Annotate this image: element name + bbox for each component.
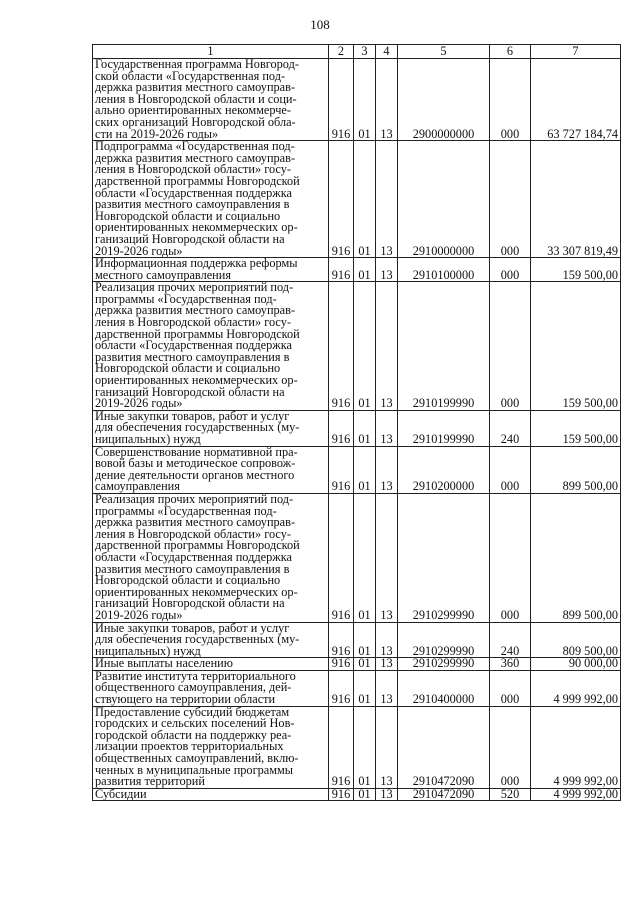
admin-code: 916 <box>329 59 354 141</box>
subsection-code: 13 <box>376 788 398 801</box>
amount: 159 500,00 <box>531 410 621 446</box>
table-row <box>93 59 621 141</box>
admin-code: 916 <box>329 446 354 493</box>
expense-type-code: 360 <box>490 658 531 671</box>
amount: 899 500,00 <box>531 446 621 493</box>
subsection-code: 13 <box>376 493 398 622</box>
target-article-code: 2910299990 <box>398 658 490 671</box>
item-name: Реализация прочих мероприятий под- программы «Государственная под- держка развития местного самоуправ- ления в Новгородской области» госу- дарственной программы Новгородской области «Государственная поддержка развития местного самоуправления в Новгородской области и социально ориентированных некоммерческих ор- ганизаций Новгородской области на 2019-2026 годы» <box>93 493 329 622</box>
page-number: 108 <box>310 17 330 32</box>
amount: 4 999 992,00 <box>531 788 621 801</box>
admin-code: 916 <box>329 670 354 706</box>
item-name: Субсидии <box>93 788 329 801</box>
item-name: Развитие института территориального общественного самоуправления, дей- ствующего на территории области <box>93 670 329 706</box>
subsection-code: 13 <box>376 410 398 446</box>
expense-type-code: 520 <box>490 788 531 801</box>
section-code: 01 <box>354 258 376 282</box>
section-code: 01 <box>354 410 376 446</box>
target-article-code: 2910472090 <box>398 788 490 801</box>
section-code: 01 <box>354 658 376 671</box>
expense-type-code: 000 <box>490 59 531 141</box>
item-name: Предоставление субсидий бюджетам городских и сельских поселений Нов- городской области на поддержку реа- лизации проектов территориальных общественных самоуправлений, вклю- ченных в муниципальные программы развития территорий <box>93 706 329 788</box>
section-code: 01 <box>354 493 376 622</box>
subsection-code: 13 <box>376 706 398 788</box>
target-article-code: 2910400000 <box>398 670 490 706</box>
expense-type-code: 000 <box>490 282 531 411</box>
subsection-code: 13 <box>376 282 398 411</box>
table-row <box>93 788 621 801</box>
expense-type-code: 240 <box>490 410 531 446</box>
section-code: 01 <box>354 788 376 801</box>
target-article-code: 2910000000 <box>398 141 490 258</box>
admin-code: 916 <box>329 706 354 788</box>
amount: 33 307 819,49 <box>531 141 621 258</box>
expense-type-code: 000 <box>490 446 531 493</box>
section-code: 01 <box>354 706 376 788</box>
amount: 899 500,00 <box>531 493 621 622</box>
subsection-code: 13 <box>376 670 398 706</box>
table-row <box>93 446 621 493</box>
table-row <box>93 258 621 282</box>
target-article-code: 2910299990 <box>398 493 490 622</box>
target-article-code: 2910199990 <box>398 282 490 411</box>
target-article-code: 2900000000 <box>398 59 490 141</box>
table-row <box>93 410 621 446</box>
table-body <box>93 59 621 801</box>
admin-code: 916 <box>329 622 354 658</box>
amount: 4 999 992,00 <box>531 706 621 788</box>
amount: 4 999 992,00 <box>531 670 621 706</box>
subsection-code: 13 <box>376 258 398 282</box>
header-cell-4: 4 <box>376 45 398 59</box>
table-row <box>93 282 621 411</box>
subsection-code: 13 <box>376 446 398 493</box>
expense-type-code: 240 <box>490 622 531 658</box>
item-name: Иные закупки товаров, работ и услуг для обеспечения государственных (му- ниципальных) нужд <box>93 410 329 446</box>
section-code: 01 <box>354 446 376 493</box>
admin-code: 916 <box>329 493 354 622</box>
header-cell-6: 6 <box>490 45 531 59</box>
item-name: Иные выплаты населению <box>93 658 329 671</box>
admin-code: 916 <box>329 258 354 282</box>
amount: 159 500,00 <box>531 282 621 411</box>
header-cell-5: 5 <box>398 45 490 59</box>
table-row <box>93 670 621 706</box>
header-cell-2: 2 <box>329 45 354 59</box>
target-article-code: 2910472090 <box>398 706 490 788</box>
section-code: 01 <box>354 622 376 658</box>
admin-code: 916 <box>329 141 354 258</box>
section-code: 01 <box>354 141 376 258</box>
amount: 90 000,00 <box>531 658 621 671</box>
admin-code: 916 <box>329 658 354 671</box>
admin-code: 916 <box>329 282 354 411</box>
subsection-code: 13 <box>376 658 398 671</box>
header-cell-3: 3 <box>354 45 376 59</box>
target-article-code: 2910200000 <box>398 446 490 493</box>
item-name: Совершенствование нормативной пра- вовой базы и методическое сопровож- дение деятельности органов местного самоуправления <box>93 446 329 493</box>
budget-table <box>92 44 621 801</box>
target-article-code: 2910199990 <box>398 410 490 446</box>
target-article-code: 2910299990 <box>398 622 490 658</box>
amount: 809 500,00 <box>531 622 621 658</box>
expense-type-code: 000 <box>490 493 531 622</box>
item-name: Информационная поддержка реформы местного самоуправления <box>93 258 329 282</box>
subsection-code: 13 <box>376 59 398 141</box>
table-row <box>93 141 621 258</box>
target-article-code: 2910100000 <box>398 258 490 282</box>
expense-type-code: 000 <box>490 670 531 706</box>
header-cell-7: 7 <box>531 45 621 59</box>
table-row <box>93 622 621 658</box>
header-cell-1: 1 <box>93 45 329 59</box>
expense-type-code: 000 <box>490 141 531 258</box>
section-code: 01 <box>354 59 376 141</box>
item-name: Подпрограмма «Государственная под- держка развития местного самоуправ- ления в Новгородской области» госу- дарственной программы Новгородской области «Государственная поддержка развития местного самоуправления в Новгородской области и социально ориентированных некоммерческих ор- ганизаций Новгородской области на 2019-2026 годы» <box>93 141 329 258</box>
admin-code: 916 <box>329 788 354 801</box>
section-code: 01 <box>354 670 376 706</box>
amount: 63 727 184,74 <box>531 59 621 141</box>
item-name: Государственная программа Новгород- ской области «Государственная под- держка развития местного самоуправ- ления в Новгородской области и соци- ально ориентированных некоммерче- ских организаций Новгородской обла- сти на 2019-2026 годы» <box>93 59 329 141</box>
admin-code: 916 <box>329 410 354 446</box>
subsection-code: 13 <box>376 141 398 258</box>
subsection-code: 13 <box>376 622 398 658</box>
item-name: Иные закупки товаров, работ и услуг для обеспечения государственных (му- ниципальных) нужд <box>93 622 329 658</box>
table-row <box>93 706 621 788</box>
amount: 159 500,00 <box>531 258 621 282</box>
expense-type-code: 000 <box>490 706 531 788</box>
expense-type-code: 000 <box>490 258 531 282</box>
item-name: Реализация прочих мероприятий под- программы «Государственная под- держка развития местного самоуправ- ления в Новгородской области» госу- дарственной программы Новгородской области «Государственная поддержка развития местного самоуправления в Новгородской области и социально ориентированных некоммерческих ор- ганизаций Новгородской области на 2019-2026 годы» <box>93 282 329 411</box>
table-row <box>93 493 621 622</box>
section-code: 01 <box>354 282 376 411</box>
